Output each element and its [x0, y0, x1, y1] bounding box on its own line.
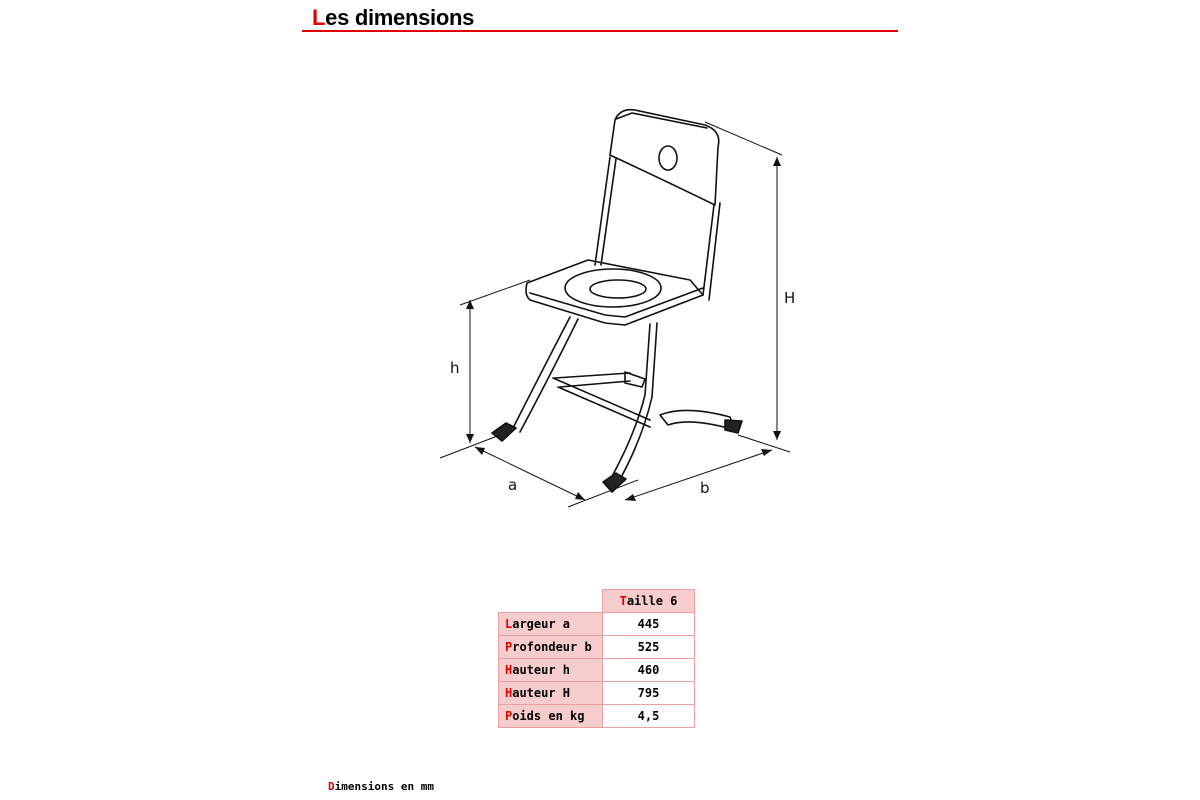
chair-front-leg-left — [512, 317, 578, 432]
chair-rear-foot — [625, 372, 645, 387]
row-value: 445 — [603, 613, 695, 636]
seat-inner-ring — [590, 280, 646, 298]
label-a: a — [508, 476, 518, 494]
table-row — [499, 705, 695, 728]
table-header-size: Taille 6 — [603, 590, 695, 613]
page-title — [312, 5, 474, 31]
chair-back-post-left — [595, 157, 616, 265]
title-underline — [302, 30, 898, 32]
chair-foot-left — [492, 423, 516, 441]
arrow-h-bottom — [466, 434, 474, 443]
row-label: Profondeur b — [499, 636, 603, 659]
row-value: 795 — [603, 682, 695, 705]
table-header-row — [499, 590, 695, 613]
units-footnote: Dimensions en mm — [328, 780, 434, 793]
chair-seat-edge — [530, 288, 703, 317]
chair-front-leg-right — [610, 323, 657, 483]
arrow-H-top — [773, 157, 781, 166]
table-row — [499, 659, 695, 682]
chair-backrest — [610, 110, 719, 205]
title-rest: es dimensions — [325, 5, 475, 30]
row-value: 4,5 — [603, 705, 695, 728]
chair-dimension-drawing — [420, 95, 800, 520]
label-H: H — [784, 289, 796, 307]
table-row — [499, 613, 695, 636]
row-label: Largeur a — [499, 613, 603, 636]
arrow-H-bottom — [773, 431, 781, 440]
table-corner-cell — [499, 590, 603, 613]
table-row — [499, 636, 695, 659]
row-value: 525 — [603, 636, 695, 659]
dimension-line-a — [475, 447, 585, 500]
chair-crossbar — [553, 373, 650, 427]
row-value: 460 — [603, 659, 695, 682]
arrow-b-right — [761, 449, 772, 456]
title-initial: L — [312, 5, 326, 30]
row-label: Poids en kg — [499, 705, 603, 728]
dimension-line-b — [625, 450, 772, 500]
arrow-b-left — [625, 494, 636, 501]
arrow-h-top — [466, 300, 474, 309]
label-h: h — [450, 359, 460, 377]
label-b: b — [700, 479, 710, 497]
dimension-extension-H-top — [705, 122, 782, 155]
row-label: Hauteur H — [499, 682, 603, 705]
chair-rear-runner — [660, 410, 735, 430]
arrow-a-left — [475, 447, 485, 455]
backrest-handle-hole — [659, 146, 677, 170]
arrow-a-right — [575, 492, 585, 500]
dimensions-table — [498, 589, 695, 728]
chair-back-post-right — [703, 203, 720, 300]
table-row — [499, 682, 695, 705]
row-label: Hauteur h — [499, 659, 603, 682]
chair-foot-rear — [725, 420, 742, 433]
